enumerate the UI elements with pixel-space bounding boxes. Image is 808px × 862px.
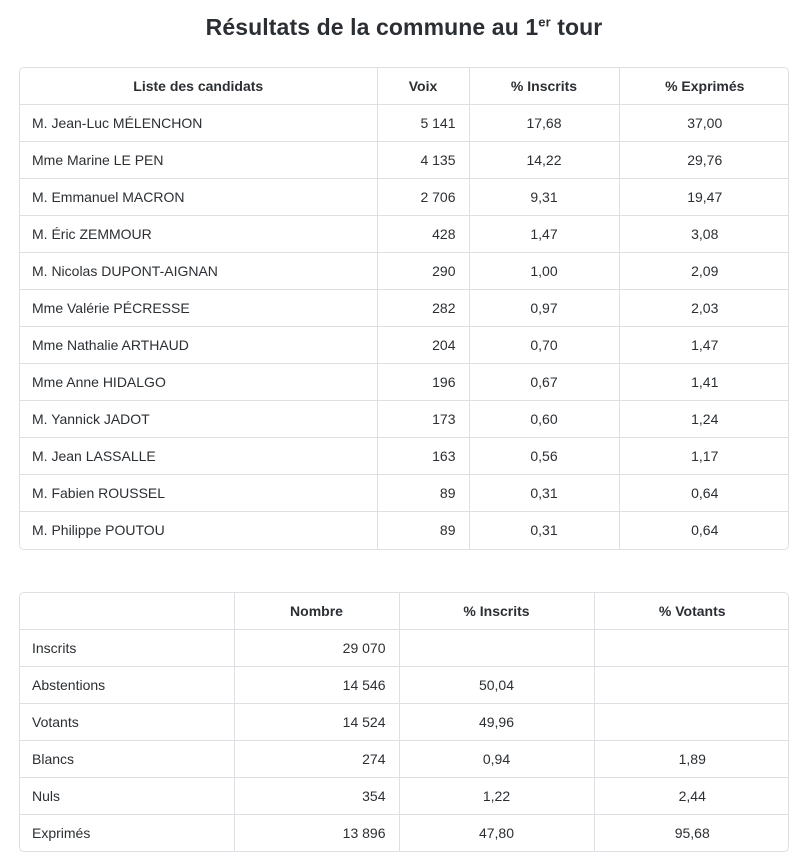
pct-inscrits-cell: 0,56 [469,438,619,475]
participation-label-cell: Exprimés [20,814,234,851]
pct-inscrits-cell: 0,67 [469,364,619,401]
candidate-name-cell: M. Nicolas DUPONT-AIGNAN [20,253,377,290]
nombre-cell: 274 [234,740,399,777]
candidate-row [20,438,789,475]
pct-inscrits-cell: 17,68 [469,105,619,142]
voix-cell: 2 706 [377,179,469,216]
page-title-superscript: er [538,14,551,30]
pct-inscrits-cell: 1,47 [469,216,619,253]
pct-votants-cell [594,666,789,703]
candidate-name-cell: M. Jean LASSALLE [20,438,377,475]
candidate-row [20,216,789,253]
voix-cell: 290 [377,253,469,290]
pct-inscrits-cell [399,629,594,666]
participation-row [20,740,789,777]
nombre-cell: 13 896 [234,814,399,851]
pct-inscrits-cell: 14,22 [469,142,619,179]
candidate-row [20,327,789,364]
pct-exprimes-cell: 1,24 [619,401,789,438]
voix-cell: 428 [377,216,469,253]
participation-row [20,814,789,851]
pct-inscrits-cell: 0,31 [469,512,619,549]
pct-inscrits-cell: 1,00 [469,253,619,290]
participation-header-row [20,593,789,630]
candidate-row [20,179,789,216]
pct-votants-cell: 95,68 [594,814,789,851]
pct-inscrits-cell: 50,04 [399,666,594,703]
voix-cell: 282 [377,290,469,327]
voix-cell: 196 [377,364,469,401]
nombre-cell: 354 [234,777,399,814]
voix-cell: 163 [377,438,469,475]
pct-inscrits-cell: 9,31 [469,179,619,216]
column-header-voix: Voix [377,68,469,105]
candidate-name-cell: M. Emmanuel MACRON [20,179,377,216]
participation-table [20,593,789,852]
pct-exprimes-cell: 1,47 [619,327,789,364]
pct-exprimes-cell: 2,09 [619,253,789,290]
candidate-row [20,105,789,142]
candidate-name-cell: M. Philippe POUTOU [20,512,377,549]
voix-cell: 89 [377,475,469,512]
candidate-row [20,364,789,401]
participation-label-cell: Nuls [20,777,234,814]
pct-inscrits-cell: 0,97 [469,290,619,327]
voix-cell: 173 [377,401,469,438]
participation-label-cell: Blancs [20,740,234,777]
voix-cell: 4 135 [377,142,469,179]
candidate-name-cell: Mme Nathalie ARTHAUD [20,327,377,364]
candidate-row [20,401,789,438]
participation-table-container [19,592,789,853]
nombre-cell: 14 524 [234,703,399,740]
candidate-row [20,512,789,549]
column-header-pct-inscrits: % Inscrits [469,68,619,105]
candidate-name-cell: M. Jean-Luc MÉLENCHON [20,105,377,142]
pct-exprimes-cell: 0,64 [619,475,789,512]
participation-row [20,629,789,666]
nombre-cell: 29 070 [234,629,399,666]
page-title-suffix: tour [550,14,603,40]
column-header-pct-votants: % Votants [594,593,789,630]
participation-row [20,666,789,703]
participation-row [20,777,789,814]
participation-label-cell: Abstentions [20,666,234,703]
candidate-name-cell: M. Fabien ROUSSEL [20,475,377,512]
pct-votants-cell [594,703,789,740]
pct-exprimes-cell: 29,76 [619,142,789,179]
column-header-empty [20,593,234,630]
pct-votants-cell: 2,44 [594,777,789,814]
pct-exprimes-cell: 0,64 [619,512,789,549]
pct-inscrits-cell: 1,22 [399,777,594,814]
participation-label-cell: Votants [20,703,234,740]
column-header-liste-des-candidats: Liste des candidats [133,78,264,94]
candidate-name-cell: Mme Anne HIDALGO [20,364,377,401]
pct-inscrits-cell: 0,70 [469,327,619,364]
voix-cell: 204 [377,327,469,364]
candidate-row [20,475,789,512]
candidates-table-container [19,67,789,550]
pct-inscrits-cell: 0,31 [469,475,619,512]
pct-votants-cell [594,629,789,666]
candidate-row [20,142,789,179]
pct-exprimes-cell: 3,08 [619,216,789,253]
pct-inscrits-cell: 0,60 [469,401,619,438]
candidates-table [20,68,789,549]
pct-inscrits-cell: 47,80 [399,814,594,851]
pct-inscrits-cell: 0,94 [399,740,594,777]
column-header-pct-inscrits: % Inscrits [399,593,594,630]
candidate-name-cell: Mme Valérie PÉCRESSE [20,290,377,327]
page-title [0,14,808,41]
column-header-pct-exprimes: % Exprimés [619,68,789,105]
voix-cell: 5 141 [377,105,469,142]
page-title-prefix: Résultats de la commune au 1 [205,14,539,40]
pct-exprimes-cell: 1,41 [619,364,789,401]
pct-exprimes-cell: 2,03 [619,290,789,327]
voix-cell: 89 [377,512,469,549]
pct-exprimes-cell: 1,17 [619,438,789,475]
candidate-name-cell: M. Éric ZEMMOUR [20,216,377,253]
candidate-name-cell: M. Yannick JADOT [20,401,377,438]
candidate-row [20,253,789,290]
pct-inscrits-cell: 49,96 [399,703,594,740]
participation-row [20,703,789,740]
candidates-header-row [20,68,789,105]
nombre-cell: 14 546 [234,666,399,703]
pct-exprimes-cell: 19,47 [619,179,789,216]
candidate-row [20,290,789,327]
pct-votants-cell: 1,89 [594,740,789,777]
participation-label-cell: Inscrits [20,629,234,666]
pct-exprimes-cell: 37,00 [619,105,789,142]
candidate-name-cell: Mme Marine LE PEN [20,142,377,179]
column-header-nombre: Nombre [234,593,399,630]
